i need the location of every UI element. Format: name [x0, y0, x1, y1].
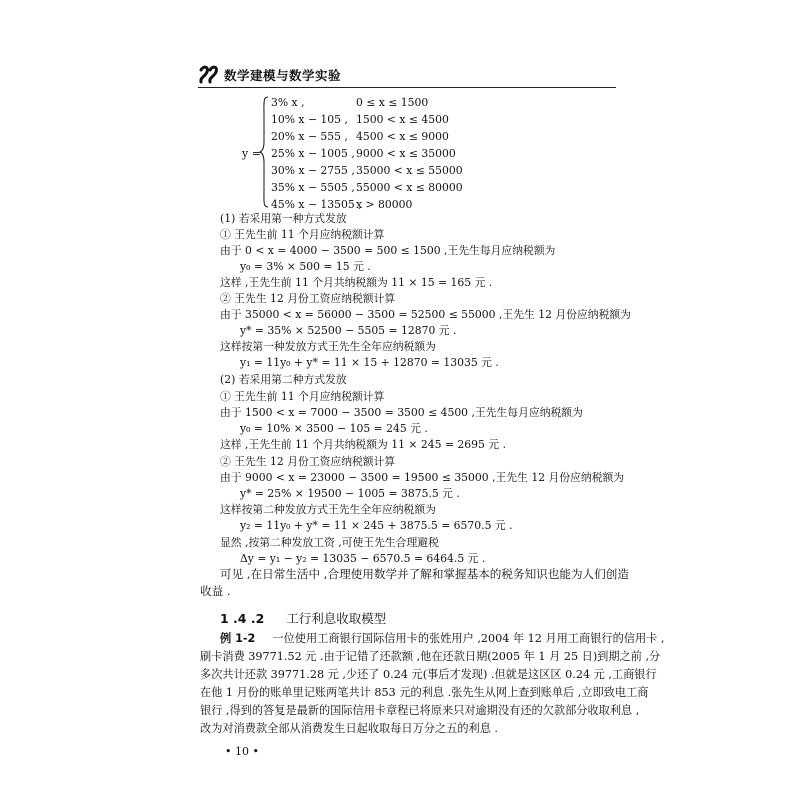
formula-line: y₂ = 11y₀ + y* = 11 × 245 + 3875.5 = 6570.5 元 .: [240, 519, 513, 532]
piece-expr: 20% x − 555 ,: [271, 130, 348, 143]
piece-expr: 30% x − 2755 ,: [271, 164, 355, 177]
left-brace-icon: [259, 96, 269, 208]
piece-cond: 9000 < x ≤ 35000: [356, 147, 456, 160]
text-line: 这样按第一种发放方式王先生全年应纳税额为: [220, 340, 436, 353]
text-line: ② 王先生 12 月份工资应纳税额计算: [220, 292, 396, 305]
text-line: (1) 若采用第一种方式发放: [220, 212, 347, 225]
text-line: ② 王先生 12 月份工资应纳税额计算: [220, 455, 396, 468]
formula-line: y₁ = 11y₀ + y* = 11 × 15 + 12870 = 13035 元 .: [240, 356, 499, 369]
example-text: 一位使用工商银行国际信用卡的张姓用户 ,2004 年 12 月用工商银行的信用卡 ,: [272, 632, 665, 645]
text-line: 收益 .: [200, 584, 231, 598]
text-line: 显然 ,按第二种发放工资 ,可使王先生合理避税: [220, 536, 439, 549]
example-first-line: [220, 632, 664, 645]
book-logo-icon: [198, 64, 220, 86]
piece-cond: x > 80000: [356, 198, 413, 211]
piece-cond: 1500 < x ≤ 4500: [356, 113, 449, 126]
example-label: 例 1-2: [220, 632, 256, 645]
piece-cond: 35000 < x ≤ 55000: [356, 164, 463, 177]
text-line: 这样 ,王先生前 11 个月共纳税额为 11 × 245 = 2695 元 .: [220, 438, 506, 451]
section-heading: [220, 609, 386, 627]
text-line: 这样按第二种发放方式王先生全年应纳税额为: [220, 503, 436, 516]
page-number: • 10 •: [225, 745, 259, 758]
page-header: [198, 64, 618, 86]
text-line: (2) 若采用第二种方式发放: [220, 373, 347, 386]
formula-line: y₀ = 3% × 500 = 15 元 .: [240, 260, 371, 273]
piece-expr: 10% x − 105 ,: [271, 113, 348, 126]
section-number: 1 .4 .2: [220, 611, 265, 626]
example-line: 在他 1 月份的账单里记账两笔共计 853 元的利息 .张先生从网上查到账单后 ,立即致电工商: [200, 686, 649, 699]
example-line: 刷卡消费 39771.52 元 .由于记错了还款额 ,他在还款日期(2005 年 1 月 25 日)到期之前 ,分: [200, 650, 661, 663]
text-line: 可见 ,在日常生活中 ,合理使用数学并了解和掌握基本的税务知识也能为人们创造: [220, 567, 629, 581]
header-divider: [198, 87, 616, 88]
formula-line: y* = 25% × 19500 − 1005 = 3875.5 元 .: [240, 487, 460, 500]
example-line: 银行 ,得到的答复是最新的国际信用卡章程已将原来只对逾期没有还的欠款部分收取利息 ,: [200, 704, 640, 717]
formula-line: y* = 35% × 52500 − 5505 = 12870 元 .: [240, 324, 457, 337]
piece-cond: 55000 < x ≤ 80000: [356, 181, 463, 194]
piece-expr: 45% x − 13505 ,: [271, 198, 362, 211]
example-line: 改为对消费款全部从消费发生日起收取每日万分之五的利息 .: [200, 722, 498, 735]
example-line: 多次共计还款 39771.28 元 ,少还了 0.24 元(事后才发现) .但就是这区区 0.24 元 ,工商银行: [200, 668, 657, 681]
text-line: 这样 ,王先生前 11 个月共纳税额为 11 × 15 = 165 元 .: [220, 276, 493, 289]
piecewise-lhs: y =: [242, 147, 261, 160]
text-line: 由于 35000 < x = 56000 − 3500 = 52500 ≤ 55000 ,王先生 12 月份应纳税额为: [220, 308, 631, 321]
book-title: 数学建模与数学实验: [224, 68, 342, 83]
piece-cond: 0 ≤ x ≤ 1500: [356, 96, 429, 109]
text-line: 由于 1500 < x = 7000 − 3500 = 3500 ≤ 4500 ,王先生每月应纳税额为: [220, 406, 583, 419]
formula-line: Δy = y₁ − y₂ = 13035 − 6570.5 = 6464.5 元 .: [240, 552, 486, 565]
text-line: 由于 9000 < x = 23000 − 3500 = 19500 ≤ 35000 ,王先生 12 月份应纳税额为: [220, 471, 625, 484]
formula-line: y₀ = 10% × 3500 − 105 = 245 元 .: [240, 422, 428, 435]
text-line: ① 王先生前 11 个月应纳税额计算: [220, 228, 385, 241]
text-line: ① 王先生前 11 个月应纳税额计算: [220, 390, 385, 403]
piece-expr: 25% x − 1005 ,: [271, 147, 355, 160]
piece-cond: 4500 < x ≤ 9000: [356, 130, 449, 143]
text-line: 由于 0 < x = 4000 − 3500 = 500 ≤ 1500 ,王先生每月应纳税额为: [220, 244, 556, 257]
piece-expr: 35% x − 5505 ,: [271, 181, 355, 194]
piece-expr: 3% x ,: [271, 96, 305, 109]
section-title: 工行利息收取模型: [286, 611, 387, 626]
